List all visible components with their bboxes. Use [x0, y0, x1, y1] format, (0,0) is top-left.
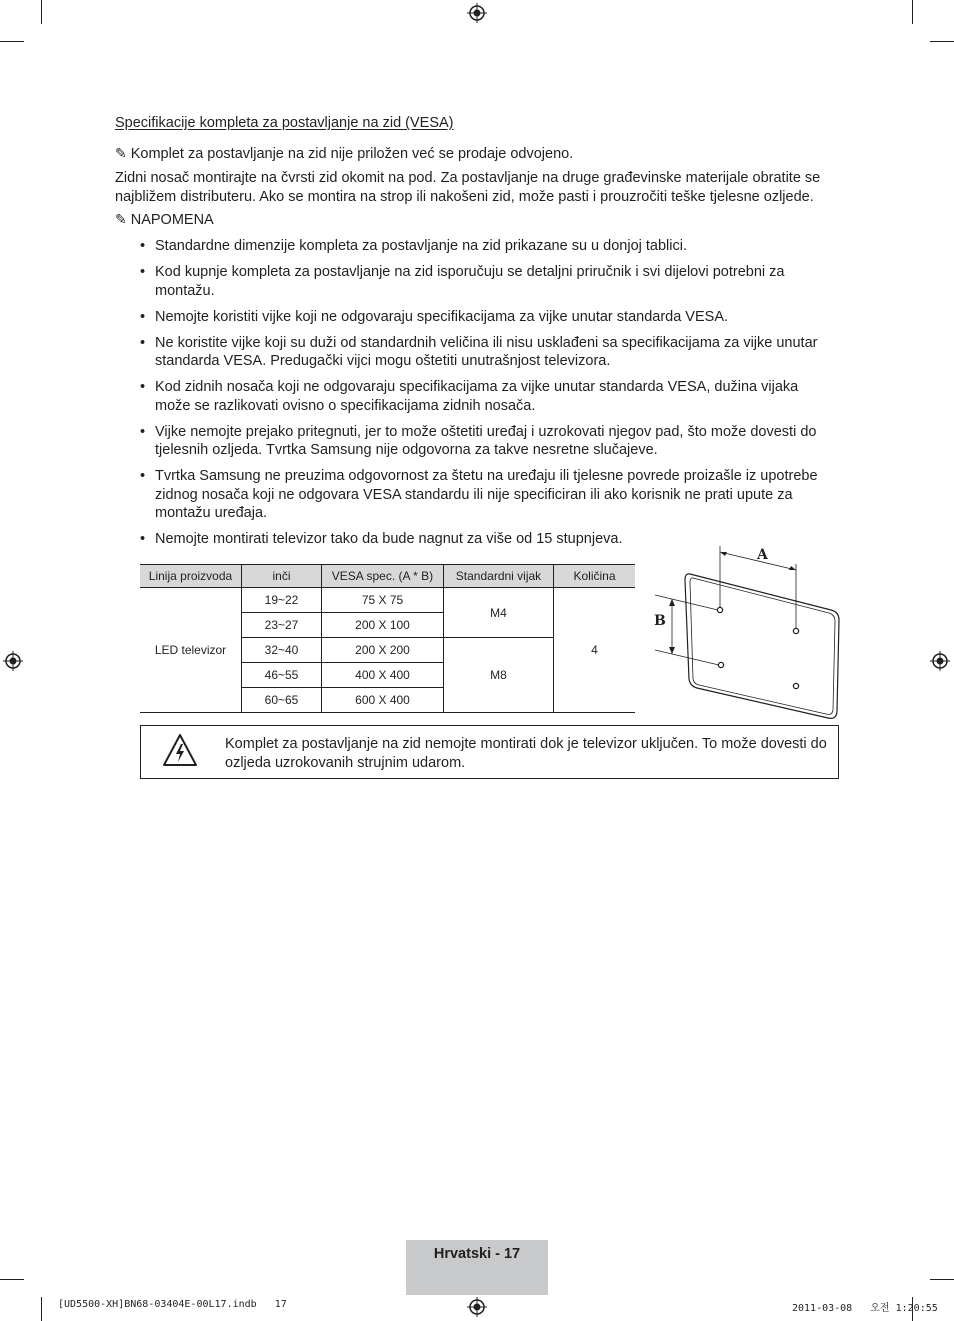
inches-cell: 19~22 [242, 588, 322, 613]
paragraph-line: najbližem distributeru. Ako se montira na strop ili nakošeni zid, može pasti i prouzročiti teške tjelesne ozljede. [115, 189, 814, 205]
screw-hole [717, 607, 722, 612]
registration-mark-icon [467, 1297, 487, 1317]
vesa-cell: 200 X 100 [322, 613, 444, 638]
note-pencil-icon: ✎ [115, 212, 127, 228]
tv-outline-inner [690, 578, 835, 715]
napomena-label: NAPOMENA [130, 212, 214, 228]
napomena-heading [115, 211, 214, 230]
column-header: VESA spec. (A * B) [322, 565, 444, 588]
vesa-spec-table [140, 564, 635, 713]
screw-hole [793, 683, 798, 688]
list-item: • Ne koristite vijke koji su duži od standardnih veličina ili nisu usklađeni sa specifikacijama za vijke unutar standarda VESA. Predugački vijci mogu oštetiti unutrašnjost televizora. [140, 334, 830, 371]
crop-mark [0, 41, 24, 42]
vesa-cell: 400 X 400 [322, 663, 444, 688]
column-header: inči [242, 565, 322, 588]
note-line [115, 145, 573, 164]
crop-mark [930, 1279, 954, 1280]
tv-back-mounting-diagram [645, 540, 845, 725]
inches-cell: 60~65 [242, 688, 322, 713]
table-header-row [140, 565, 635, 588]
mounting-paragraph [115, 169, 820, 207]
crop-mark [41, 0, 42, 24]
table-row [140, 588, 635, 613]
crop-mark [0, 1279, 24, 1280]
page-number-tab [406, 1240, 548, 1295]
note-pencil-icon: ✎ [115, 146, 127, 162]
dimension-label-a: A [757, 547, 768, 563]
inches-cell: 32~40 [242, 638, 322, 663]
footer-file-info: [UD5500-XH]BN68-03404E-00L17.indb 17 [58, 1299, 287, 1310]
column-header: Standardni vijak [444, 565, 554, 588]
warning-text: Komplet za postavljanje na zid nemojte montirati dok je televizor uključen. To može dovesti do ozljeda uzrokovanih strujnim udarom. [225, 736, 827, 771]
note-text: Komplet za postavljanje na zid nije priložen već se prodaje odvojeno. [130, 146, 574, 162]
list-item: • Nemojte montirati televizor tako da bude nagnut za više od 15 stupnjeva. [140, 530, 830, 549]
page-number-label: Hrvatski - 17 [433, 1246, 521, 1262]
list-item: • Tvrtka Samsung ne preuzima odgovornost za štetu na uređaju ili tjelesne povrede proizašle iz upotrebe zidnog nosača koji ne odgovara VESA standardu ili nije specificiran ili ako korisnik ne prati upute za montažu uređaja. [140, 467, 830, 523]
electric-shock-warning-icon [162, 733, 198, 769]
inches-cell: 23~27 [242, 613, 322, 638]
vesa-cell: 600 X 400 [322, 688, 444, 713]
column-header: Količina [554, 565, 636, 588]
list-item: • Vijke nemojte prejako pritegnuti, jer to može oštetiti uređaj i uzrokovati njegov pad, što može dovesti do tjelesnih ozljeda. Tvrtka Samsung nije odgovorna za takve nesretne slučajeve. [140, 423, 830, 460]
footer-timestamp: 2011-03-08 오전 1:20:55 [792, 1303, 938, 1314]
screw-cell: M4 [444, 588, 554, 638]
inches-cell: 46~55 [242, 663, 322, 688]
list-item: • Nemojte koristiti vijke koji ne odgovaraju specifikacijama za vijke unutar standarda VESA. [140, 308, 830, 327]
crop-mark [930, 41, 954, 42]
screw-cell: M8 [444, 638, 554, 713]
product-line-cell: LED televizor [140, 588, 242, 713]
dimension-label-b: B [654, 613, 666, 629]
vesa-cell: 75 X 75 [322, 588, 444, 613]
vesa-cell: 200 X 200 [322, 638, 444, 663]
notes-list [140, 237, 830, 556]
list-item: • Standardne dimenzije kompleta za postavljanje na zid prikazane su u donjoj tablici. [140, 237, 830, 256]
quantity-cell: 4 [554, 588, 636, 713]
list-item: • Kod zidnih nosača koji ne odgovaraju specifikacijama za vijke unutar standarda VESA, dužina vijaka može se razlikovati ovisno o specifikacijama zidnih nosača. [140, 378, 830, 415]
paragraph-line: Zidni nosač montirajte na čvrsti zid okomit na pod. Za postavljanje na druge građevinske materijale obratite se [115, 170, 821, 186]
registration-mark-icon [467, 3, 487, 23]
list-item: • Kod kupnje kompleta za postavljanje na zid isporučuju se detaljni priručnik i svi dijelovi potrebni za montažu. [140, 263, 830, 300]
screw-hole [718, 662, 723, 667]
registration-mark-icon [930, 651, 950, 671]
crop-mark [41, 1297, 42, 1321]
crop-mark [912, 0, 913, 24]
registration-mark-icon [3, 651, 23, 671]
warning-box [140, 725, 839, 779]
column-header: Linija proizvoda [140, 565, 242, 588]
screw-hole [793, 628, 798, 633]
section-title: Specifikacije kompleta za postavljanje na zid (VESA) [115, 115, 454, 131]
